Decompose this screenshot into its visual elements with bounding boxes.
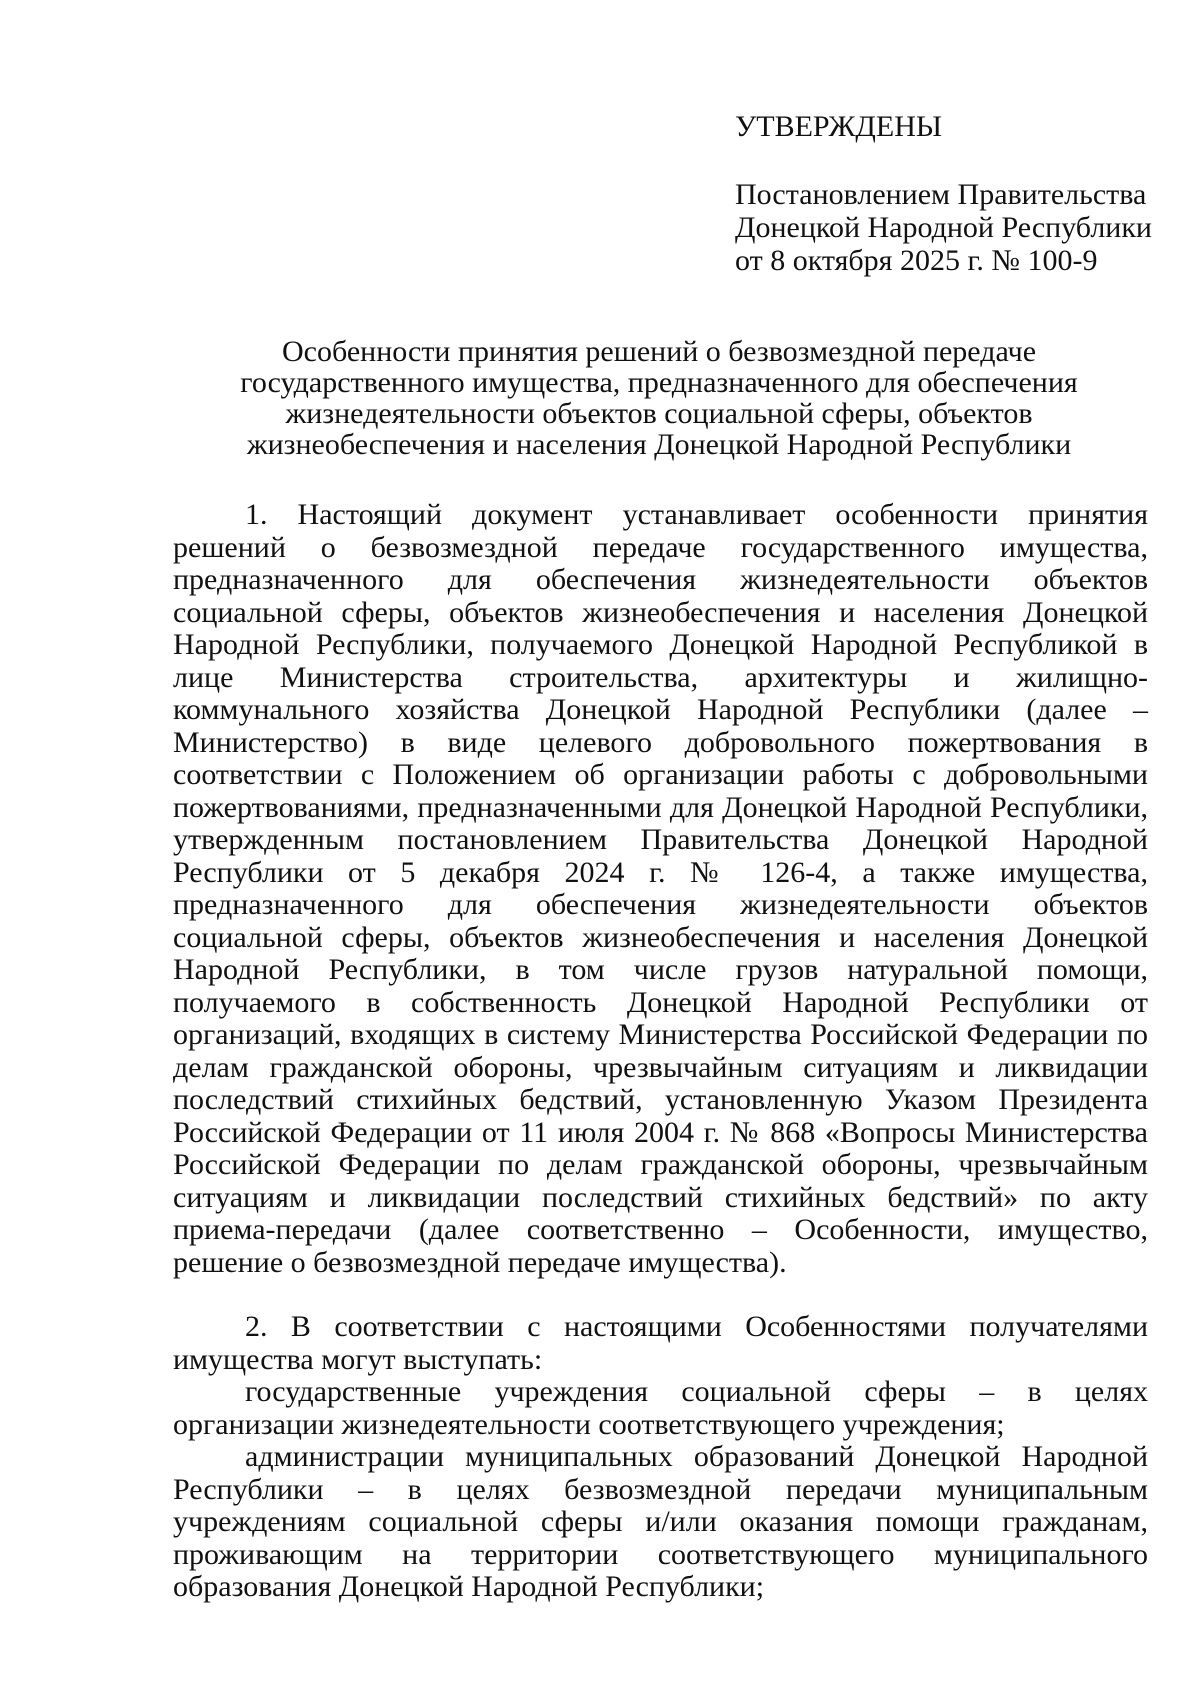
approval-line: Постановлением Правительства — [735, 178, 1147, 211]
recipient-item: администрации муниципальных образований Донецкой Народной Республики – в целях безвозмездной передачи муниципальным учреждениям социальной сферы и/или оказания помощи гражданам, проживающим на территории соответствующего муниципального образования Донецкой Народной Республики; — [173, 1440, 1148, 1603]
paragraph-2: 2. В соответствии с настоящими Особенностями получателями имущества могут выступать: — [173, 1310, 1148, 1376]
document-title-line: жизнеобеспечения и населения Донецкой Народной Республики — [246, 428, 1072, 461]
document-title — [170, 336, 1148, 460]
approval-line: от 8 октября 2025 г. № 100-9 — [735, 244, 1098, 277]
recipient-item: государственные учреждения социальной сферы – в целях организации жизнедеятельности соответствующего учреждения; — [173, 1375, 1148, 1441]
paragraph-1: 1. Настоящий документ устанавливает особенности принятия решений о безвозмездной передаче государственного имущества, предназначенного для обеспечения жизнедеятельности объектов социальной сферы, объектов жизнеобеспечения и населения Донецкой Народной Республики, получаемого Донецкой Народной Республикой в лице Министерства строительства, архитектуры и жилищно-коммунального хозяйства Донецкой Народной Республики (далее – Министерство) в виде целевого добровольного пожертвования в соответствии с Положением об организации работы с добровольными пожертвованиями, предназначенными для Донецкой Народной Республики, утвержденным постановлением Правительства Донецкой Народной Республики от 5 декабря 2024 г. № 126-4, а также имущества, предназначенного для обеспечения жизнедеятельности объектов социальной сферы, объектов жизнеобеспечения и населения Донецкой Народной Республики, в том числе грузов натуральной помощи, получаемого в собственность Донецкой Народной Республики от организаций, входящих в систему Министерства Российской Федерации по делам гражданской обороны, чрезвычайным ситуациям и ликвидации последствий стихийных бедствий, установленную Указом Президента Российской Федерации от 11 июля 2004 г. № 868 «Вопросы Министерства Российской Федерации по делам гражданской обороны, чрезвычайным ситуациям и ликвидации последствий стихийных бедствий» по акту приема-передачи (далее соответственно – Особенности, имущество, решение о безвозмездной передаче имущества). — [173, 498, 1148, 1279]
document-title-line: Особенности принятия решений о безвозмездной передаче — [281, 335, 1037, 368]
approval-title: УТВЕРЖДЕНЫ — [735, 110, 943, 143]
approval-block — [735, 110, 1152, 277]
document-title-line: государственного имущества, предназначенного для обеспечения — [240, 366, 1078, 399]
document-title-line: жизнедеятельности объектов социальной сферы, объектов — [285, 397, 1033, 430]
approval-line: Донецкой Народной Республики — [735, 211, 1152, 244]
document-body — [173, 499, 1148, 1604]
